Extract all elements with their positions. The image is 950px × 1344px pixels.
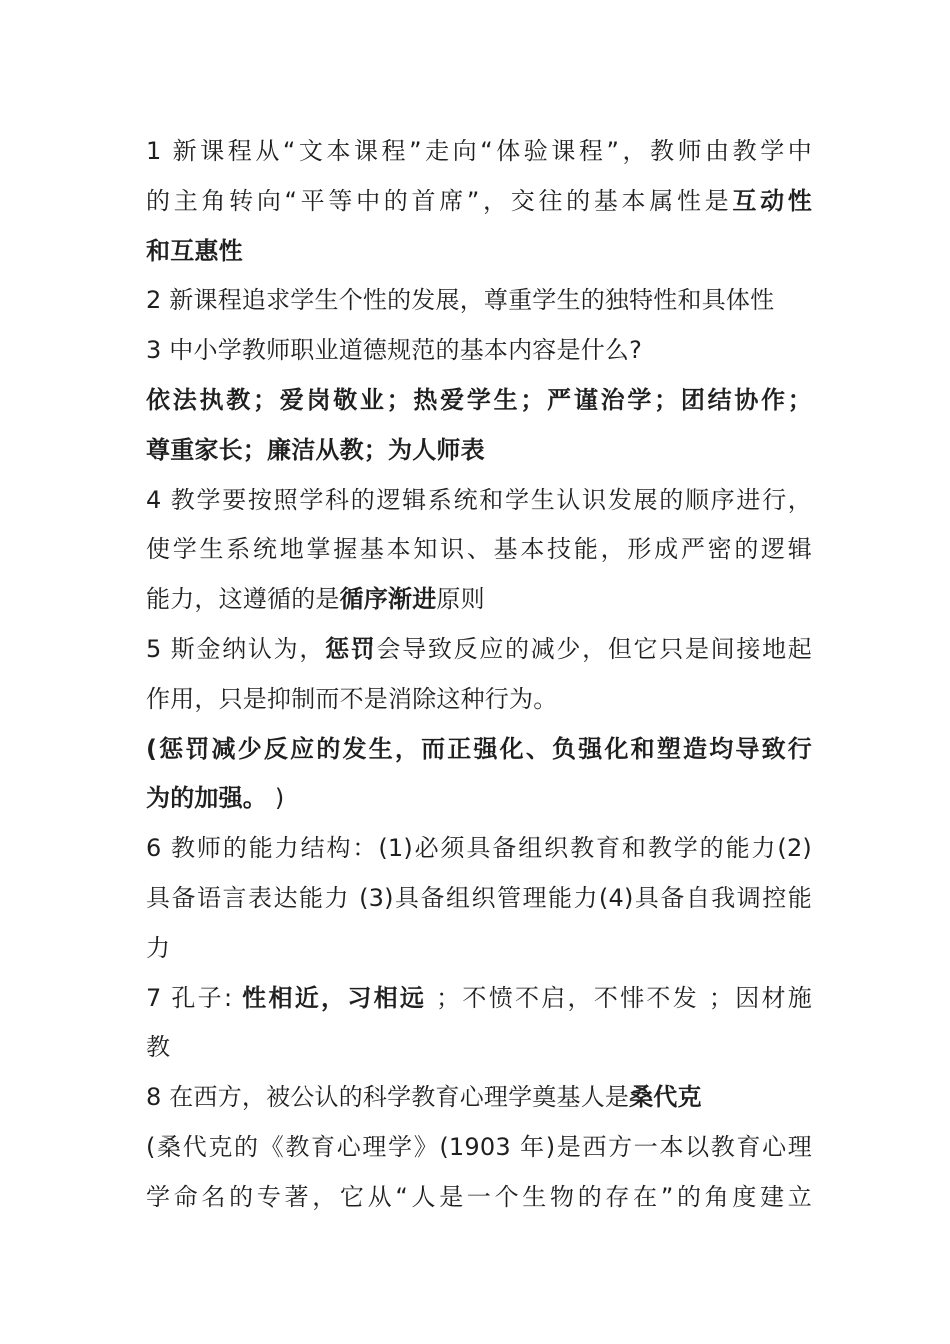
body-text: 会导致反应的减少，但它只是间接地起 [376, 634, 813, 663]
bold-text: 和互惠性 [146, 236, 243, 265]
body-text: (桑代克的《教育心理学》(1903 年)是西方一本以教育心理 [146, 1132, 812, 1161]
text-line [146, 1123, 812, 1173]
body-text: 的主角转向“平等中的首席”，交往的基本属性是 [146, 186, 733, 215]
bold-text: 惩罚 [325, 634, 377, 663]
text-line [146, 476, 812, 526]
body-text: ；不愤不启，不悱不发 ；因材施 [426, 983, 812, 1012]
text-line [146, 1173, 812, 1223]
text-line [146, 326, 812, 376]
text-line [146, 177, 812, 227]
bold-text: (惩罚减少反应的发生，而正强化、负强化和塑造均导致行 [146, 734, 812, 763]
bold-text: 循序渐进 [339, 585, 437, 614]
text-line [146, 276, 812, 326]
body-text: 5 斯金纳认为， [146, 634, 326, 663]
body-text: 2 新课程追求学生个性的发展，尊重学生的独特性和具体性 [146, 286, 775, 315]
text-line [146, 127, 812, 177]
body-text: ) [267, 784, 285, 813]
text-line [146, 575, 812, 625]
body-text: 7 孔子: [146, 983, 243, 1012]
body-text: 作用，只是抑制而不是消除这种行为。 [146, 684, 558, 713]
body-text: 学命名的专著，它从“人是一个生物的存在”的角度建立 [146, 1182, 812, 1211]
body-text: 原则 [436, 585, 485, 614]
body-text: 4 教学要按照学科的逻辑系统和学生认识发展的顺序进行， [146, 485, 812, 514]
bold-text: 为的加强。 [146, 784, 267, 813]
text-line [146, 227, 812, 277]
text-line [146, 874, 812, 924]
body-text: 1 新课程从“文本课程”走向“体验课程”，教师由教学中 [146, 137, 812, 165]
text-line [146, 1073, 812, 1123]
body-text: 使学生系统地掌握基本知识、基本技能，形成严密的逻辑 [146, 535, 812, 564]
text-line [146, 525, 812, 575]
document-body [146, 127, 812, 1223]
text-line [146, 924, 812, 974]
bold-text: 尊重家长；廉洁从教；为人师表 [146, 435, 485, 464]
text-line [146, 625, 812, 675]
bold-text: 性相近，习相远 [242, 983, 427, 1012]
text-line [146, 426, 812, 476]
body-text: 教 [146, 1033, 171, 1062]
text-line [146, 675, 812, 725]
body-text: 6 教师的能力结构：(1)必须具备组织教育和教学的能力(2) [146, 834, 812, 863]
body-text: 8 在西方，被公认的科学教育心理学奠基人是 [146, 1083, 630, 1112]
text-line [146, 376, 812, 426]
text-line [146, 725, 812, 775]
text-line [146, 774, 812, 824]
text-line [146, 974, 812, 1024]
text-line [146, 824, 812, 874]
text-line [146, 1023, 812, 1073]
body-text: 具备语言表达能力 (3)具备组织管理能力(4)具备自我调控能 [146, 883, 812, 912]
body-text: 3 中小学教师职业道德规范的基本内容是什么? [146, 336, 643, 365]
bold-text: 依法执教；爱岗敬业；热爱学生；严谨治学；团结协作； [146, 385, 812, 414]
body-text: 力 [146, 933, 171, 962]
bold-text: 桑代克 [629, 1083, 702, 1112]
body-text: 能力，这遵循的是 [146, 585, 340, 614]
bold-text: 互动性 [732, 186, 813, 215]
